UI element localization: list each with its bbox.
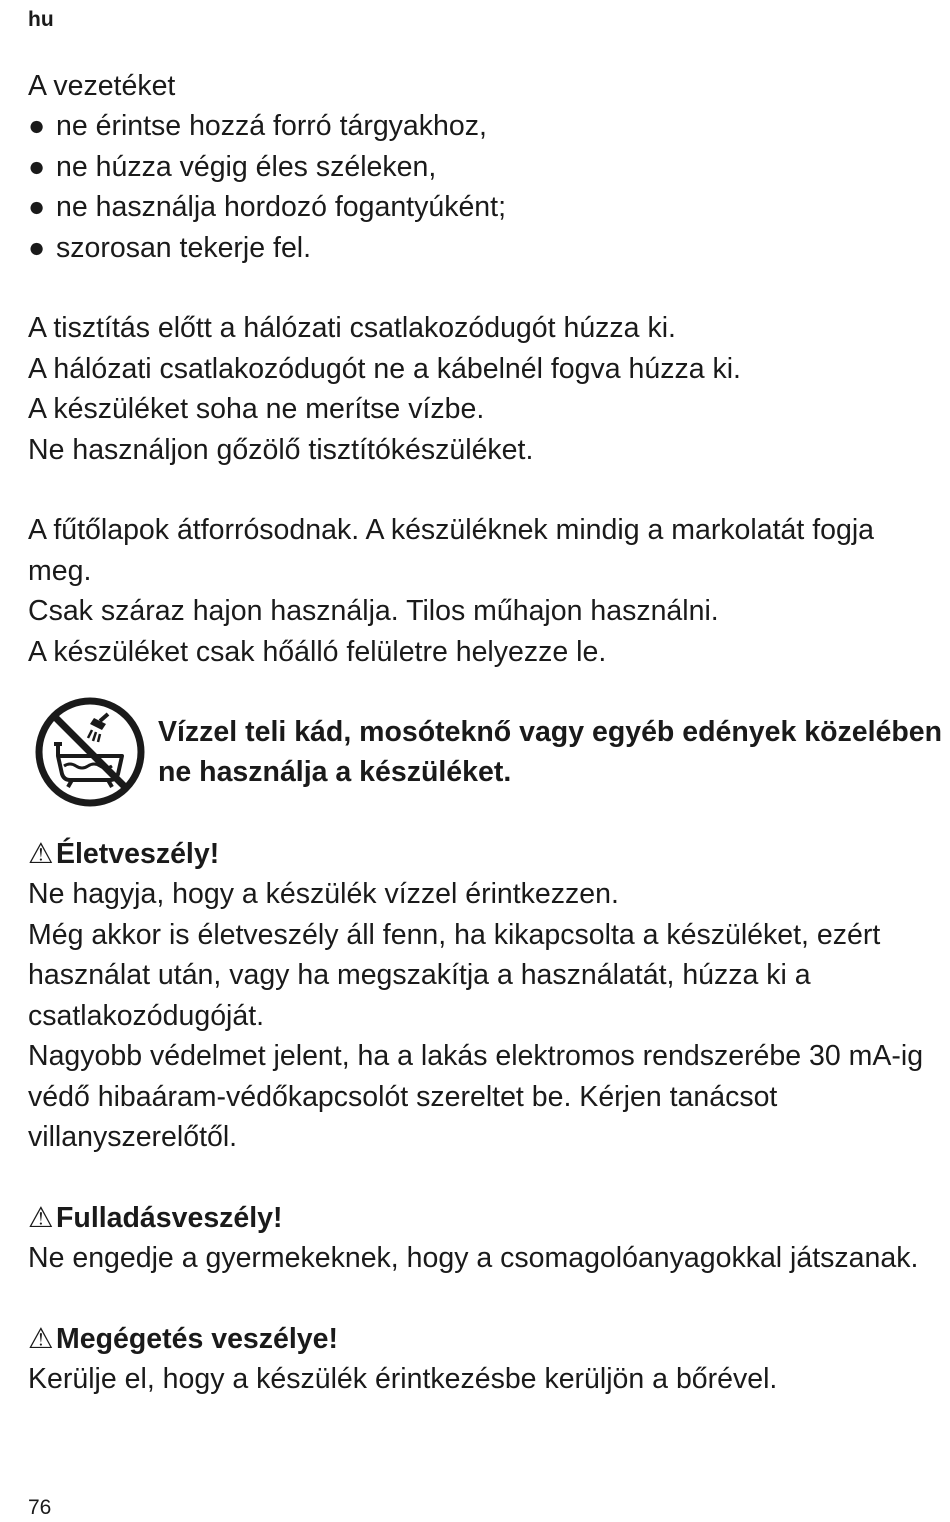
bullet-icon: ● [28,110,46,143]
bath-warning [28,694,943,810]
paragraph-line: A készüléket soha ne merítse vízbe. [28,393,485,426]
heading-text: Fulladásveszély! [56,1201,283,1234]
cleaning-instructions [28,308,943,470]
bath-warning-text: Vízzel teli kád, mosóteknő vagy egyéb edények közelében ne használja a készüléket. [158,715,943,789]
paragraph-line: Még akkor is életveszély áll fenn, ha kikapcsolta a készüléket, ezért használat után, vagy ha megszakítja a használatát, húzza ki a csatlakozódugóját. [28,918,881,1032]
warning-triangle-icon: ⚠ [28,1201,54,1234]
paragraph-line: A hálózati csatlakozódugót ne a kábelnél fogva húzza ki. [28,352,741,385]
paragraph-line: A tisztítás előtt a hálózati csatlakozódugót húzza ki. [28,312,676,345]
page-number: 76 [28,1496,52,1519]
list-item-text: szorosan tekerje fel. [56,231,312,264]
bullet-icon: ● [28,191,46,224]
paragraph-line: A készüléket csak hőálló felületre helyezze le. [28,635,607,668]
list-item [28,228,943,268]
document-body [28,66,943,1400]
paragraph-line: Ne használjon gőzölő tisztítókészüléket. [28,433,534,466]
danger-life-section [28,834,943,1157]
list-item [28,187,943,227]
list-item [28,147,943,187]
heading-text: Megégetés veszélye! [56,1322,338,1355]
section-heading [28,1319,943,1359]
paragraph-line: Nagyobb védelmet jelent, ha a lakás elektromos rendszerébe 30 mA-ig védő hibaáram-védőkapcsolót szereltet be. Kérjen tanácsot villanyszerelőtől. [28,1040,924,1153]
list-item-text: ne húzza végig éles széleken, [56,150,437,183]
danger-burn-section [28,1319,943,1400]
warning-triangle-icon: ⚠ [28,1322,54,1355]
paragraph-line: Ne hagyja, hogy a készülék vízzel érintkezzen. [28,878,619,911]
paragraph-line: Csak száraz hajon használja. Tilos műhajon használni. [28,595,719,628]
list-item-text: ne használja hordozó fogantyúként; [56,191,506,224]
no-bath-icon [32,694,148,810]
cable-intro: A vezetéket [28,70,176,102]
danger-suffocation-section [28,1198,943,1279]
warning-triangle-icon: ⚠ [28,838,54,871]
heating-plate-instructions [28,510,943,672]
heading-text: Életveszély! [56,838,220,871]
language-code: hu [28,8,54,31]
cable-instructions [28,66,943,268]
list-item-text: ne érintse hozzá forró tárgyakhoz, [56,110,487,143]
paragraph-line: Kerülje el, hogy a készülék érintkezésbe kerüljön a bőrével. [28,1363,778,1396]
section-heading [28,1198,943,1238]
section-heading [28,834,943,874]
bullet-icon: ● [28,231,46,264]
list-item [28,106,943,146]
paragraph-line: A fűtőlapok átforrósodnak. A készüléknek mindig a markolatát fogja meg. [28,514,874,587]
paragraph-line: Ne engedje a gyermekeknek, hogy a csomagolóanyagokkal játszanak. [28,1242,919,1275]
bullet-icon: ● [28,150,46,183]
